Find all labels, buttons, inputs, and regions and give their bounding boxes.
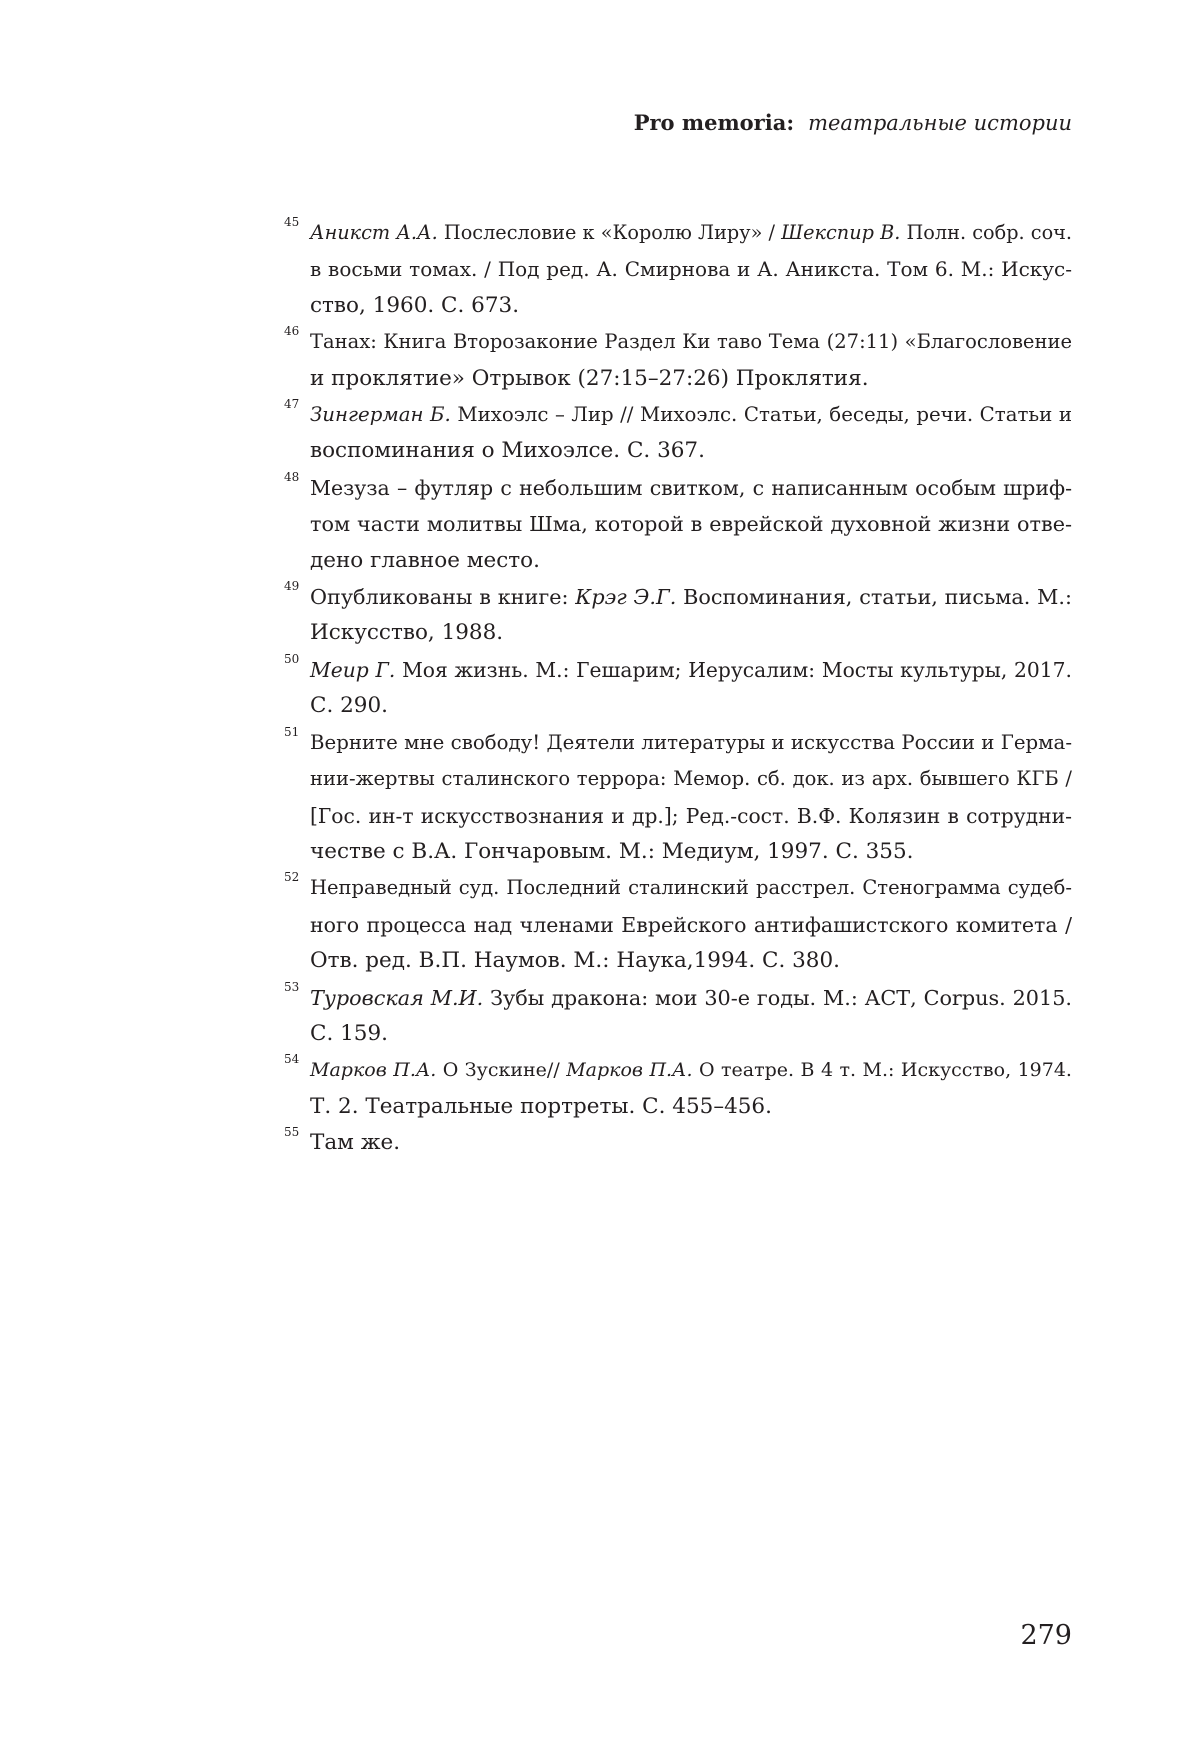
footnote-number: 45 xyxy=(284,204,299,240)
footnote-text: ство, 1960. С. 673. xyxy=(310,293,519,318)
footnote-line xyxy=(310,1089,1072,1125)
footnote-line xyxy=(310,397,1072,433)
footnote-line xyxy=(310,215,1072,251)
footnote-text: С. 159. xyxy=(310,1021,388,1046)
footnote-line xyxy=(310,652,1072,688)
footnote xyxy=(310,652,1072,725)
footnote-text: Мезуза – футляр с небольшим свитком, с написанным особым шриф- xyxy=(310,476,1072,500)
footnote-line xyxy=(310,1052,1072,1088)
footnote-text: Т. 2. Театральные портреты. С. 455–456. xyxy=(310,1094,772,1119)
footnote-number: 48 xyxy=(284,459,299,495)
footnote-line xyxy=(310,615,1072,651)
footnote xyxy=(310,215,1072,324)
footnote-line xyxy=(310,1016,1072,1052)
footnote xyxy=(310,397,1072,470)
footnote-text: и проклятие» Отрывок (27:15–27:26) Проклятия. xyxy=(310,366,869,391)
footnote-author: Шекспир В. xyxy=(781,221,900,244)
footnote-line xyxy=(310,506,1072,542)
footnote-text: Михоэлс – Лир // Михоэлс. Статьи, беседы, речи. Статьи и xyxy=(451,403,1072,426)
footnote-number: 47 xyxy=(284,386,299,422)
footnote-text: [Гос. ин-т искусствознания и др.]; Ред.-сост. В.Ф. Колязин в сотрудни- xyxy=(310,804,1072,828)
footnote-author: Меир Г. xyxy=(310,658,395,682)
footnote-line xyxy=(310,579,1072,615)
footnote-text: Послесловие к «Королю Лиру» / xyxy=(438,221,781,244)
footnote-line xyxy=(310,361,1072,397)
footnote-text: Полн. собр. соч. xyxy=(900,221,1072,244)
footnote-text: Зубы дракона: мои 30-е годы. М.: АСТ, Corpus. 2015. xyxy=(483,986,1072,1010)
footnote-author: Марков П.А. xyxy=(566,1059,692,1081)
footnote-number: 52 xyxy=(284,859,299,895)
footnote-number: 55 xyxy=(284,1114,299,1150)
footnote-number: 53 xyxy=(284,969,299,1005)
footnote-line xyxy=(310,725,1072,761)
footnote-text: честве с В.А. Гончаровым. М.: Медиум, 1997. С. 355. xyxy=(310,839,914,864)
footnote-text: воспоминания о Михоэлсе. С. 367. xyxy=(310,438,705,463)
footnote xyxy=(310,1125,1072,1161)
footnote-text: Верните мне свободу! Деятели литературы и искусства России и Герма- xyxy=(310,731,1072,754)
footnote-number: 50 xyxy=(284,641,299,677)
footnote-line xyxy=(310,943,1072,979)
footnote-line xyxy=(310,761,1072,797)
footnote-text: О театре. В 4 т. М.: Искусство, 1974. xyxy=(692,1059,1072,1081)
footnote-line xyxy=(310,980,1072,1016)
footnote-text: в восьми томах. / Под ред. А. Смирнова и А. Аникста. Том 6. М.: Искус- xyxy=(310,257,1072,281)
footnote-text: Воспоминания, статьи, письма. М.: xyxy=(676,585,1072,609)
footnote-text: О Зускине// xyxy=(436,1059,566,1081)
footnote-line xyxy=(310,688,1072,724)
footnote-author: Марков П.А. xyxy=(310,1059,436,1081)
page-number: 279 xyxy=(1020,1620,1072,1651)
footnote xyxy=(310,980,1072,1053)
footnote xyxy=(310,579,1072,652)
footnote-author: Туровская М.И. xyxy=(310,986,483,1010)
running-head-title: Pro memoria: xyxy=(634,110,794,135)
footnote-text: Отв. ред. В.П. Наумов. М.: Наука,1994. С. 380. xyxy=(310,948,840,973)
footnote-line xyxy=(310,251,1072,287)
footnote-line xyxy=(310,470,1072,506)
footnote-text: Опубликованы в книге: xyxy=(310,585,575,609)
footnote-line xyxy=(310,543,1072,579)
footnote-text: Танах: Книга Второзаконие Раздел Ки таво Тема (27:11) «Благословение xyxy=(310,330,1072,353)
running-head xyxy=(634,110,1072,135)
footnote-line xyxy=(310,870,1072,906)
footnote-text: дено главное место. xyxy=(310,548,540,573)
footnote-author: Крэг Э.Г. xyxy=(575,585,676,609)
footnote-text: Моя жизнь. М.: Гешарим; Иерусалим: Мосты культуры, 2017. xyxy=(395,658,1072,682)
footnote xyxy=(310,470,1072,579)
footnote-line xyxy=(310,1125,1072,1161)
footnote-author: Аникст А.А. xyxy=(310,221,438,244)
footnote-text: том части молитвы Шма, которой в еврейской духовной жизни отве- xyxy=(310,512,1072,536)
footnote-line xyxy=(310,433,1072,469)
footnotes-list xyxy=(310,215,1072,1162)
footnote-line xyxy=(310,907,1072,943)
footnote-number: 46 xyxy=(284,313,299,349)
footnote-line xyxy=(310,834,1072,870)
footnote xyxy=(310,324,1072,397)
footnote-line xyxy=(310,288,1072,324)
footnote-number: 54 xyxy=(284,1041,299,1077)
footnote-text: ного процесса над членами Еврейского антифашистского комитета / xyxy=(310,913,1072,937)
footnote-text: нии-жертвы сталинского террора: Мемор. сб. док. из арх. бывшего КГБ / xyxy=(310,767,1072,790)
footnote-author: Зингерман Б. xyxy=(310,403,451,426)
footnote-line xyxy=(310,798,1072,834)
footnote-text: С. 290. xyxy=(310,693,388,718)
footnote-number: 51 xyxy=(284,714,299,750)
footnote-text: Неправедный суд. Последний сталинский расстрел. Стенограмма судеб- xyxy=(310,876,1072,899)
footnote-text: Искусство, 1988. xyxy=(310,620,503,645)
running-head-subtitle: театральные истории xyxy=(808,111,1072,135)
footnote-number: 49 xyxy=(284,568,299,604)
footnote xyxy=(310,870,1072,979)
footnote xyxy=(310,1052,1072,1125)
footnote xyxy=(310,725,1072,871)
footnote-text: Там же. xyxy=(310,1130,400,1155)
footnote-line xyxy=(310,324,1072,360)
